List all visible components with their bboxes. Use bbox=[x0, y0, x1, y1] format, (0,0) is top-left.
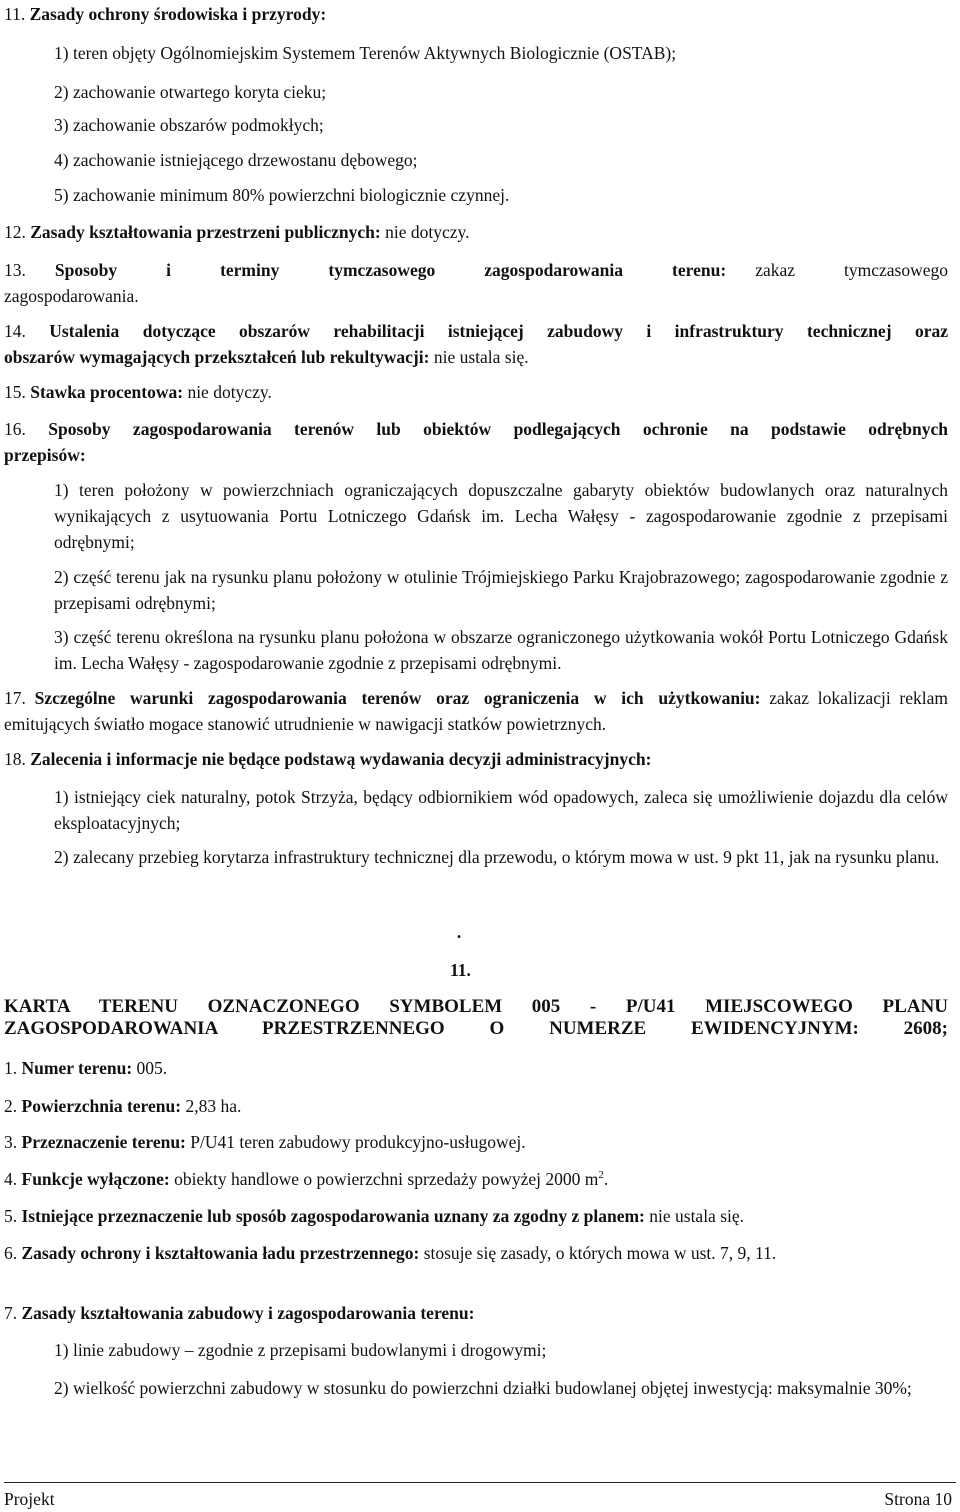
list-item: 2) zachowanie otwartego koryta cieku; bbox=[54, 82, 327, 102]
list-item: 3) zachowanie obszarów podmokłych; bbox=[54, 115, 324, 135]
section-heading: przepisów: bbox=[4, 445, 86, 465]
item-number: 3. bbox=[4, 1132, 18, 1152]
section-number: 12. bbox=[4, 222, 26, 242]
section-number: 13. bbox=[4, 260, 26, 280]
item-number: 5. bbox=[4, 1206, 18, 1226]
superscript: 2 bbox=[598, 1169, 604, 1182]
item-label: Zasady ochrony i kształtowania ładu przestrzennego: bbox=[21, 1243, 420, 1263]
item-number: 2. bbox=[4, 1096, 18, 1116]
item-number: 7. bbox=[4, 1303, 18, 1323]
section-text: nie dotyczy. bbox=[385, 222, 470, 242]
item-value: stosuje się zasady, o których mowa w ust. 7, 9, 11. bbox=[423, 1243, 777, 1263]
item-label: Przeznaczenie terenu: bbox=[21, 1132, 186, 1152]
item-label: Powierzchnia terenu: bbox=[21, 1096, 182, 1116]
section-heading: Zasady ochrony środowiska i przyrody: bbox=[29, 4, 327, 24]
section-heading: Stawka procentowa: bbox=[30, 382, 184, 402]
section-text: zagospodarowania. bbox=[4, 286, 139, 306]
card-item-6 bbox=[4, 1240, 948, 1266]
card-item-7 bbox=[4, 1300, 474, 1326]
list-item: 2) zalecany przebieg korytarza infrastruktury technicznej dla przewodu, o którym mowa w ust. 9 pkt 11, jak na rysunku planu. bbox=[54, 847, 940, 867]
section-number: 18. bbox=[4, 749, 26, 769]
section-text: nie dotyczy. bbox=[187, 382, 272, 402]
section-heading: Szczególne warunki zagospodarowania terenów oraz ograniczenia w ich użytkowaniu: bbox=[34, 688, 761, 708]
section-text: zakaz tymczasowego bbox=[755, 260, 949, 280]
section-heading: Sposoby zagospodarowania terenów lub obiektów podlegających ochronie na podstawie odrębnych bbox=[48, 419, 948, 439]
list-item: 3) część terenu określona na rysunku planu położona w obszarze ograniczonego użytkowania wokół Portu Lotniczego Gdańsk im. Lecha Wałęsy - zagospodarowanie zgodnie z przepisami odrębnymi. bbox=[54, 627, 948, 673]
section-11-heading bbox=[4, 1, 326, 27]
item-value: 2,83 ha. bbox=[185, 1096, 242, 1116]
item-number: 6. bbox=[4, 1243, 18, 1263]
section-line bbox=[4, 318, 948, 344]
section-number: 15. bbox=[4, 382, 26, 402]
item-number: 1. bbox=[4, 1058, 18, 1078]
page-number: Strona 10 bbox=[884, 1489, 952, 1509]
item-label: Istniejące przeznaczenie lub sposób zagospodarowania uznany za zgodny z planem: bbox=[21, 1206, 645, 1226]
section-17 bbox=[4, 685, 948, 737]
item-label: Funkcje wyłączone: bbox=[21, 1169, 170, 1189]
section-text: nie ustala się. bbox=[433, 347, 529, 367]
card-item-5 bbox=[4, 1203, 744, 1229]
item-value: P/U41 teren zabudowy produkcyjno-usługowej. bbox=[190, 1132, 526, 1152]
section-number: 16. bbox=[4, 419, 26, 439]
section-heading: Sposoby i terminy tymczasowego zagospodarowania terenu: bbox=[54, 260, 727, 280]
item-label: Zasady kształtowania zabudowy i zagospodarowania terenu: bbox=[21, 1303, 475, 1323]
section-line bbox=[4, 442, 948, 468]
card-item-1 bbox=[4, 1055, 167, 1081]
list-item: 1) linie zabudowy – zgodnie z przepisami budowlanymi i drogowymi; bbox=[54, 1340, 547, 1360]
page-footer bbox=[4, 1486, 952, 1512]
section-line bbox=[4, 416, 948, 442]
section-18-heading bbox=[4, 746, 651, 772]
card-title-text: KARTA TERENU OZNACZONEGO SYMBOLEM 005 - P/U41 MIEJSCOWEGO PLANU ZAGOSPODAROWANIA PRZESTRZENNEGO O NUMERZE EWIDENCYJNYM: 2608; bbox=[4, 996, 948, 1039]
list-item: 5) zachowanie minimum 80% powierzchni biologicznie czynnej. bbox=[54, 185, 510, 205]
list-item: 1) istniejący ciek naturalny, potok Strzyża, będący odbiornikiem wód opadowych, zaleca się umożliwienie dojazdu dla celów eksploatacyjnych; bbox=[54, 787, 948, 833]
section-number: 14. bbox=[4, 321, 26, 341]
item-value: obiekty handlowe o powierzchni sprzedaży powyżej 2000 m bbox=[174, 1169, 599, 1189]
card-title bbox=[4, 996, 948, 1040]
section-15 bbox=[4, 379, 272, 405]
section-text: zakaz lokalizacji reklam emitujących światło mogace stanowić utrudnienie w nawigacji statków powietrznych. bbox=[4, 688, 949, 734]
list-item: 2) część terenu jak na rysunku planu położony w otulinie Trójmiejskiego Parku Krajobrazowego; zagospodarowanie zgodnie z przepisami odrębnymi; bbox=[54, 567, 948, 613]
section-number: 11. bbox=[4, 4, 26, 24]
section-line bbox=[4, 257, 948, 283]
item-label: Numer terenu: bbox=[21, 1058, 133, 1078]
section-14 bbox=[4, 318, 948, 370]
list-item: 2) wielkość powierzchni zabudowy w stosunku do powierzchni działki budowlanej objętej inwestycją: maksymalnie 30%; bbox=[54, 1378, 912, 1398]
dot-separator: . bbox=[456, 918, 462, 944]
section-heading: obszarów wymagających przekształceń lub rekultywacji: bbox=[4, 347, 430, 367]
section-13 bbox=[4, 257, 948, 309]
item-value: nie ustala się. bbox=[649, 1206, 745, 1226]
section-heading: Ustalenia dotyczące obszarów rehabilitacji istniejącej zabudowy i infrastruktury technicznej oraz bbox=[49, 321, 948, 341]
card-item-4 bbox=[4, 1166, 608, 1192]
chapter-number: 11. bbox=[450, 960, 471, 980]
item-value: 005. bbox=[136, 1058, 168, 1078]
section-12 bbox=[4, 219, 470, 245]
item-number: 4. bbox=[4, 1169, 18, 1189]
list-item: 1) teren objęty Ogólnomiejskim Systemem Terenów Aktywnych Biologicznie (OSTAB); bbox=[54, 43, 677, 63]
section-number: 17. bbox=[4, 688, 26, 708]
card-item-2 bbox=[4, 1093, 241, 1119]
list-item: 1) teren położony w powierzchniach ograniczających dopuszczalne gabaryty obiektów budowlanych oraz naturalnych wynikających z usytuowania Portu Lotniczego Gdańsk im. Lecha Wałęsy - zagospodarowanie zgodnie z przepisami odrębnymi; bbox=[54, 480, 948, 552]
section-16 bbox=[4, 416, 948, 468]
card-item-3 bbox=[4, 1129, 526, 1155]
section-line bbox=[4, 344, 948, 370]
section-heading: Zalecenia i informacje nie będące podstawą wydawania decyzji administracyjnych: bbox=[30, 749, 652, 769]
list-item: 4) zachowanie istniejącego drzewostanu dębowego; bbox=[54, 150, 418, 170]
section-heading: Zasady kształtowania przestrzeni publicznych: bbox=[30, 222, 381, 242]
footer-left-text: Projekt bbox=[4, 1489, 55, 1509]
item-value-end: . bbox=[603, 1169, 609, 1189]
footer-divider bbox=[4, 1482, 956, 1483]
